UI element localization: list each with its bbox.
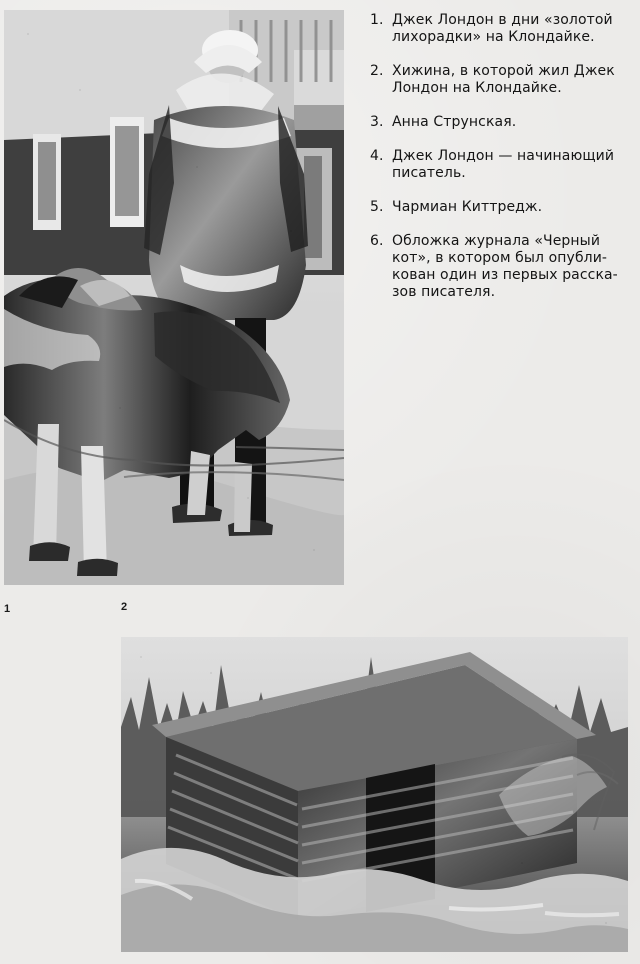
caption-number-4: 4. xyxy=(370,148,384,164)
caption-number-2: 2. xyxy=(370,63,384,79)
photo-label-1: 1 xyxy=(4,603,11,615)
caption-text-5: Чармиан Киттредж. xyxy=(392,199,543,215)
jack-london-photo-graphic xyxy=(4,10,344,585)
caption-item-2 xyxy=(370,63,632,97)
caption-text-4: Джек Лондон — начинающий писатель. xyxy=(392,148,615,181)
caption-item-5 xyxy=(370,199,632,216)
photo-label-2: 2 xyxy=(121,601,128,613)
caption-number-1: 1. xyxy=(370,12,384,28)
caption-list xyxy=(370,12,632,301)
caption-number-6: 6. xyxy=(370,233,384,249)
caption-text-1: Джек Лондон в дни «золотой лихорадки» на Клондайке. xyxy=(392,12,613,45)
klondike-cabin-photo xyxy=(121,637,628,952)
caption-item-1 xyxy=(370,12,632,46)
caption-text-3: Анна Струнская. xyxy=(392,114,517,130)
caption-text-6: Обложка журнала «Черный кот», в котором был опубли- кован один из первых расска- зов писателя. xyxy=(392,233,618,300)
caption-number-3: 3. xyxy=(370,114,384,130)
caption-item-6 xyxy=(370,233,632,301)
caption-item-4 xyxy=(370,148,632,182)
klondike-cabin-photo-graphic xyxy=(121,637,628,952)
jack-london-photo xyxy=(4,10,344,585)
caption-number-5: 5. xyxy=(370,199,384,215)
caption-text-2: Хижина, в которой жил Джек Лондон на Клондайке. xyxy=(392,63,615,96)
caption-item-3 xyxy=(370,114,632,131)
